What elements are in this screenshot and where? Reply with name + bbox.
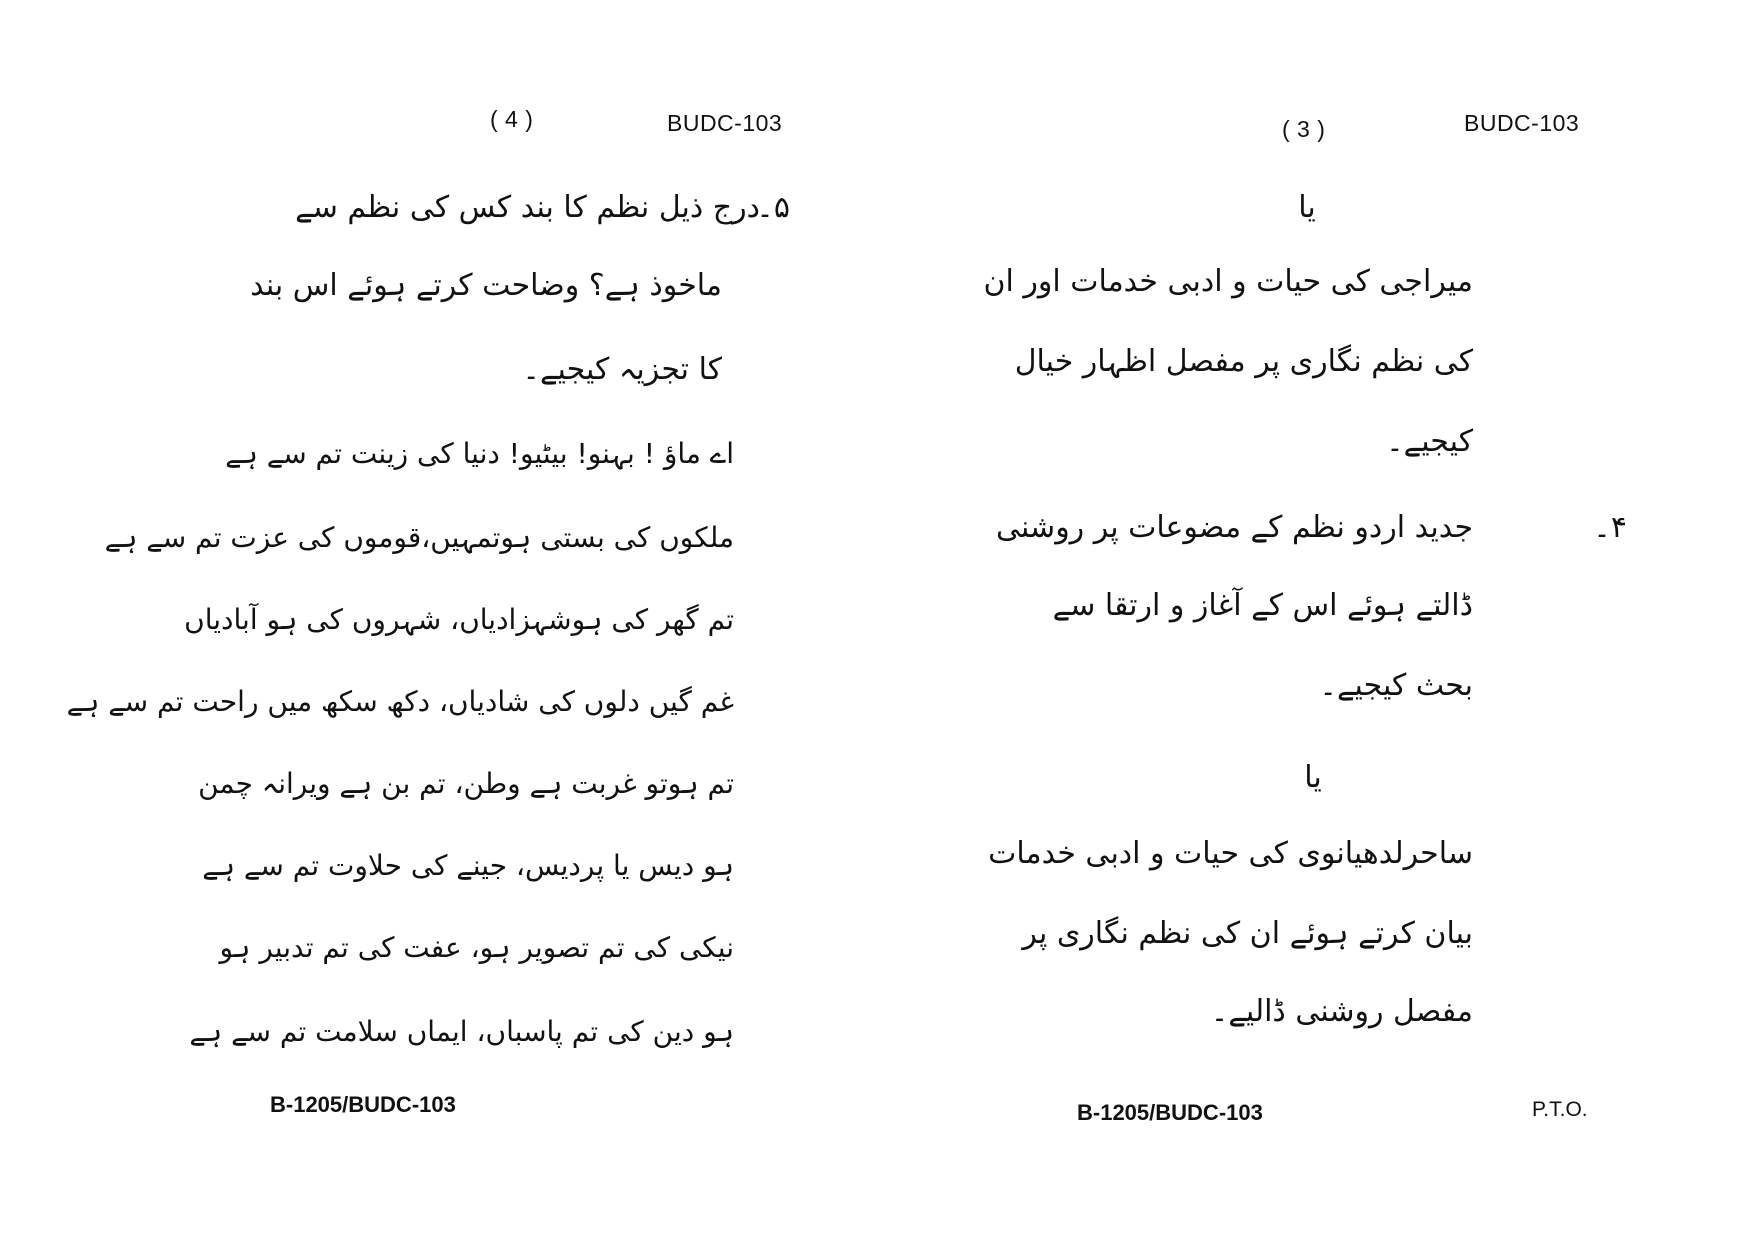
question-4-alt-line-1: ساحرلدھیانوی کی حیات و ادبی خدمات: [988, 836, 1473, 871]
or-separator-1: یا: [1298, 190, 1316, 225]
poem-line-8: ہو دین کی تم پاسباں، ایماں سلامت تم سے ہے: [189, 1015, 734, 1048]
footer-code: B-1205/BUDC-103: [270, 1092, 456, 1117]
question-4-line-3: بحث کیجیے۔: [1319, 668, 1473, 703]
question-4-line-2: ڈالتے ہوئے اس کے آغاز و ارتقا سے: [1052, 588, 1473, 623]
poem-line-3: تم گھر کی ہوشہزادیاں، شہروں کی ہو آبادیاں: [184, 603, 734, 636]
footer-code: B-1205/BUDC-103: [1077, 1100, 1263, 1125]
poem-line-1: اے ماؤ ! بہنو! بیٹیو! دنیا کی زینت تم سے ہے: [225, 437, 734, 470]
or-separator-2: یا: [1304, 760, 1322, 795]
question-5-line-2: ماخوذ ہے؟ وضاحت کرتے ہوئے اس بند: [250, 268, 722, 303]
poem-line-6: ہو دیس یا پردیس، جینے کی حلاوت تم سے ہے: [202, 849, 734, 882]
question-3-alt-line-2: کی نظم نگاری پر مفصل اظہار خیال: [1014, 344, 1473, 379]
pto-label: P.T.O.: [1532, 1098, 1588, 1121]
poem-line-5: تم ہوتو غربت ہے وطن، تم بن ہے ویرانہ چمن: [198, 767, 734, 800]
question-3-alt-line-3: کیجیے۔: [1386, 424, 1473, 459]
question-5-number: ۵۔: [756, 190, 790, 225]
page-number: ( 3 ): [1282, 116, 1326, 142]
question-5-line-1: درج ذیل نظم کا بند کس کی نظم سے: [295, 190, 760, 225]
page-number: ( 4 ): [490, 106, 534, 132]
poem-line-2: ملکوں کی بستی ہوتمہیں،قوموں کی عزت تم سے ہے: [104, 521, 734, 554]
question-4-line-1: جدید اردو نظم کے مضوعات پر روشنی: [996, 510, 1473, 545]
course-code: BUDC-103: [667, 110, 783, 136]
question-4-alt-line-2: بیان کرتے ہوئے ان کی نظم نگاری پر: [1022, 916, 1473, 951]
poem-line-4: غم گیں دلوں کی شادیاں، دکھ سکھ میں راحت تم سے ہے: [66, 685, 734, 718]
question-4-alt-line-3: مفصل روشنی ڈالیے۔: [1210, 994, 1473, 1029]
page-3: [877, 0, 1754, 1241]
question-5-line-3: کا تجزیہ کیجیے۔: [522, 352, 722, 387]
poem-line-7: نیکی کی تم تصویر ہو، عفت کی تم تدبیر ہو: [219, 931, 734, 964]
question-4-number: ۴۔: [1593, 510, 1627, 545]
question-3-alt-line-1: میراجی کی حیات و ادبی خدمات اور ان: [983, 264, 1473, 299]
course-code: BUDC-103: [1464, 110, 1580, 136]
